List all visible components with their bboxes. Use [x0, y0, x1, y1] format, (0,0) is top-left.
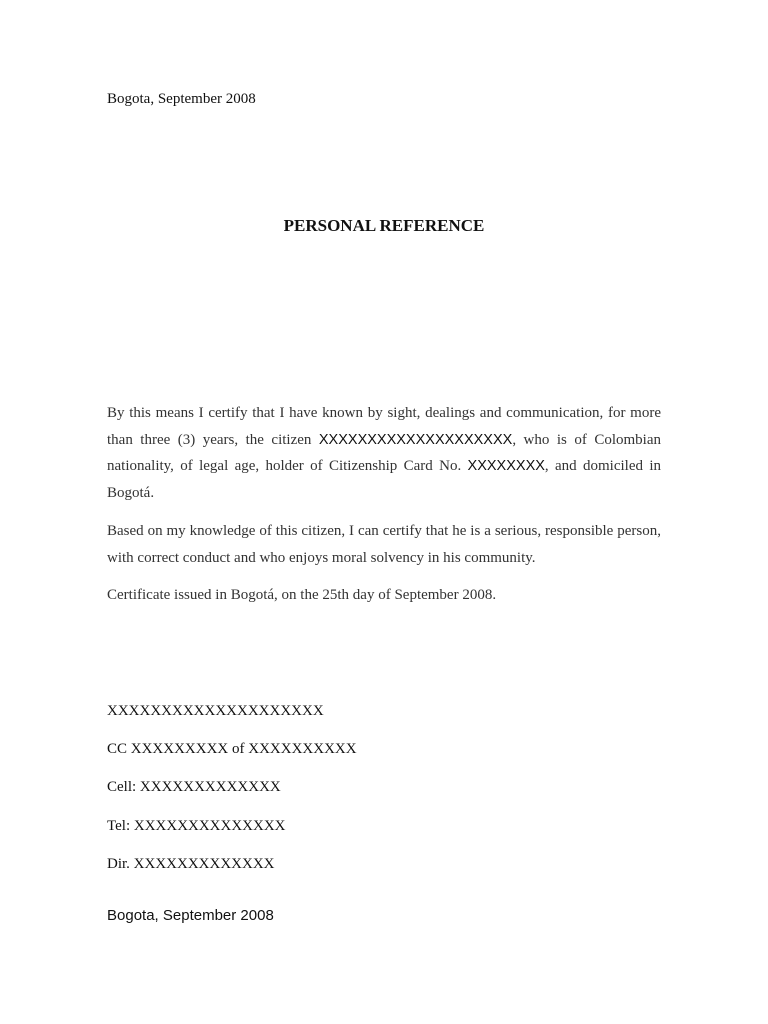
citizen-name: XXXXXXXXXXXXXXXXXXXX — [318, 431, 513, 448]
paragraph-issued: Certificate issued in Bogotá, on the 25th day of September 2008. — [107, 587, 497, 604]
signer-cell: Cell: XXXXXXXXXXXXX — [107, 779, 281, 796]
paragraph-text: , who is of Colombian nationality, of legal age, holder of Citizenship Card No. — [107, 431, 662, 475]
signer-cc: CC XXXXXXXXX of XXXXXXXXXX — [107, 741, 357, 758]
signer-address: Dir. XXXXXXXXXXXXX — [107, 855, 275, 872]
signature-block — [107, 701, 357, 892]
document-title: PERSONAL REFERENCE — [283, 216, 485, 235]
paragraph-text: By this means I certify that I have known by sight, dealings and communication, for more than three (3) years, the citizen — [107, 405, 661, 448]
signer-name: XXXXXXXXXXXXXXXXXXXX — [107, 703, 324, 719]
paragraph-character: Based on my knowledge of this citizen, I can certify that he is a serious, responsible person, with correct conduct and who enjoys moral solvency in his community. — [107, 522, 661, 566]
date-heading: Bogota, September 2008 — [107, 91, 256, 107]
document-body — [107, 400, 661, 620]
paragraph-text: , and domiciled in Bogotá. — [107, 458, 661, 502]
signer-tel: Tel: XXXXXXXXXXXXXX — [107, 817, 286, 834]
citizenship-card-number: XXXXXXXX — [467, 458, 545, 475]
paragraph-certification — [107, 400, 661, 507]
date-footer: Bogota, September 2008 — [107, 907, 274, 924]
